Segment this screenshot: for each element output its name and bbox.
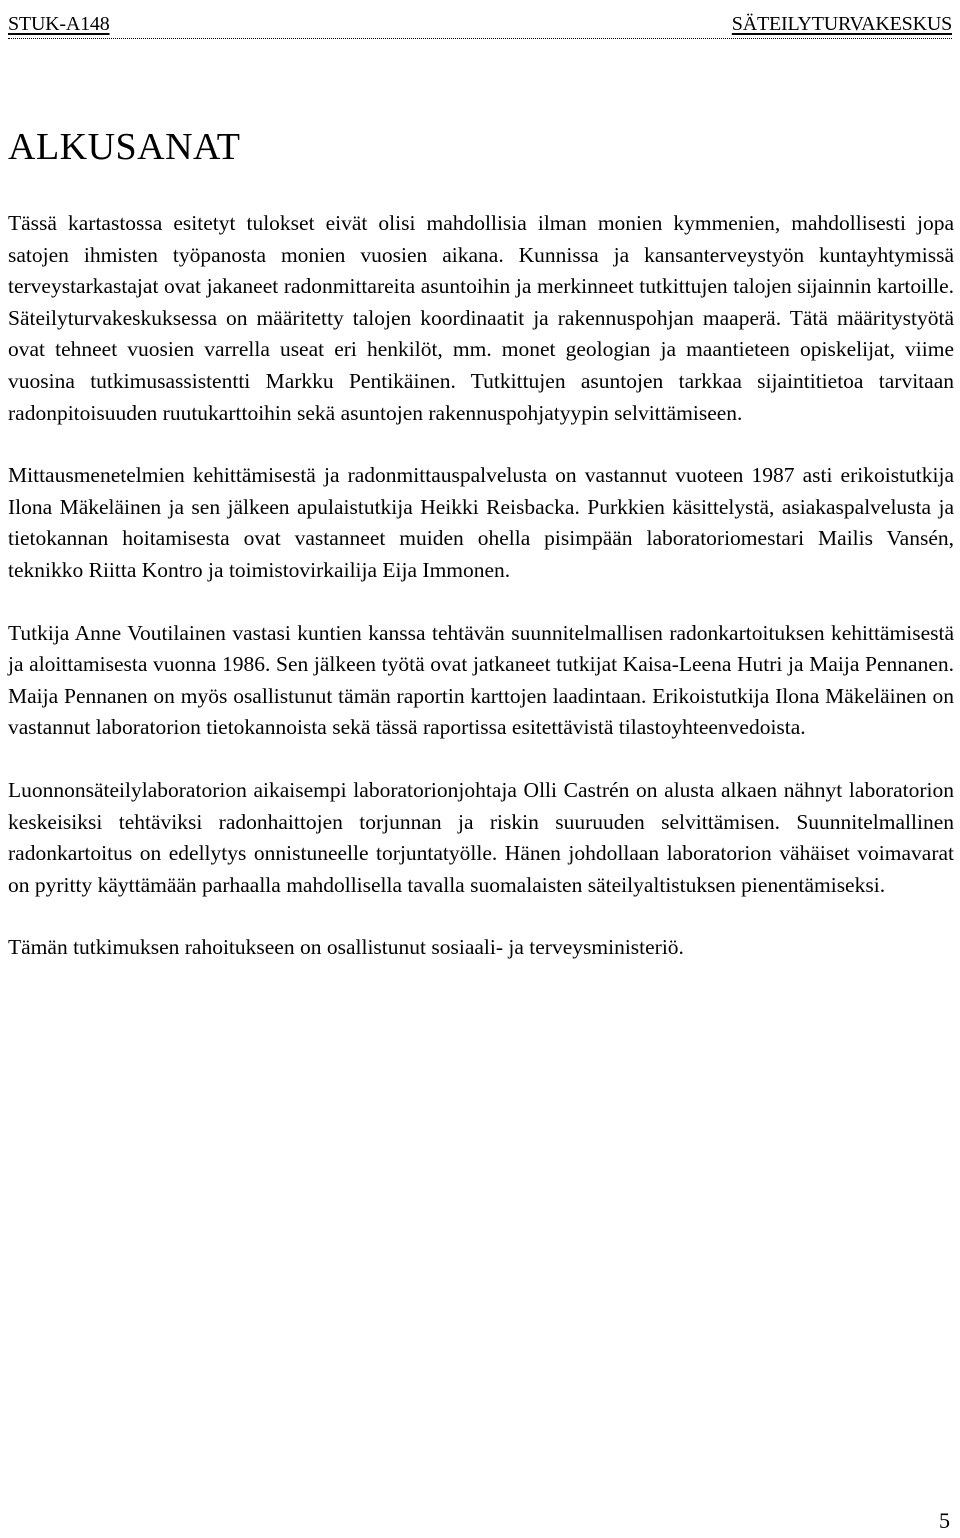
running-header [8, 6, 952, 36]
header-organization: SÄTEILYTURVAKESKUS [731, 13, 952, 35]
paragraph-5: Tämän tutkimuksen rahoitukseen on osallistunut sosiaali- ja terveysministeriö. [8, 935, 684, 960]
paragraph-4: Luonnonsäteilylaboratorion aikaisempi laboratorionjohtaja Olli Castrén on alusta alkaen nähnyt laboratorion keskeisiksi tehtäviksi radonhaittojen torjunnan ja riskin suuruuden selvittämisen. Suunnitelmallinen radonkartoitus on edellytys onnistuneelle torjuntatyölle. Hänen johdollaan laboratorion vähäiset voimavarat on pyritty käyttämään parhaalla mahdollisella tavalla suomalaisten säteilyaltistuksen pienentämiseksi. [8, 777, 954, 897]
body-text [8, 208, 954, 995]
paragraph-3: Tutkija Anne Voutilainen vastasi kuntien kanssa tehtävän suunnitelmallisen radonkartoituksen kehittämisestä ja aloittamisesta vuonna 1986. Sen jälkeen työtä ovat jatkaneet tutkijat Kaisa-Leena Hutri ja Maija Pennanen. Maija Pennanen on myös osallistunut tämän raportin karttojen laadintaan. Erikoistutkija Ilona Mäkeläinen on vastannut laboratorion tietokannoista sekä tässä raportissa esitettävistä tilastoyhteenvedoista. [8, 620, 954, 740]
page-number: 5 [939, 1508, 950, 1533]
header-divider [8, 38, 952, 39]
paragraph-2: Mittausmenetelmien kehittämisestä ja radonmittauspalvelusta on vastannut vuoteen 1987 asti erikoistutkija Ilona Mäkeläinen ja sen jälkeen apulaistutkija Heikki Reisbacka. Purkkien käsittelystä, asiakaspalvelusta ja tietokannan hoitamisesta ovat vastanneet muiden ohella pisimpään laboratoriomestari Mailis Vansén, teknikko Riitta Kontro ja toimistovirkailija Eija Immonen. [8, 463, 954, 582]
page-title: ALKUSANAT [8, 126, 241, 168]
header-report-id: STUK-A148 [8, 13, 110, 35]
paragraph-1: Tässä kartastossa esitetyt tulokset eivät olisi mahdollisia ilman monien kymmenien, mahdollisesti jopa satojen ihmisten työpanosta monien vuosien aikana. Kunnissa ja kansanterveystyön kuntayhtymissä terveystarkastajat ovat jakaneet radonmittareita asuntoihin ja merkinneet tutkittujen talojen sijainnin kartoille. Säteilyturvakeskuksessa on määritetty talojen koordinaatit ja rakennuspohjan maaperä. Tätä määritystyötä ovat tehneet vuosien varrella useat eri henkilöt, mm. monet geologian ja maantieteen opiskelijat, viime vuosina tutkimusassistentti Markku Pentikäinen. Tutkittujen asuntojen tarkkaa sijaintitietoa tarvitaan radonpitoisuuden ruutukarttoihin sekä asuntojen rakennuspohjatyypin selvittämiseen. [8, 211, 954, 425]
